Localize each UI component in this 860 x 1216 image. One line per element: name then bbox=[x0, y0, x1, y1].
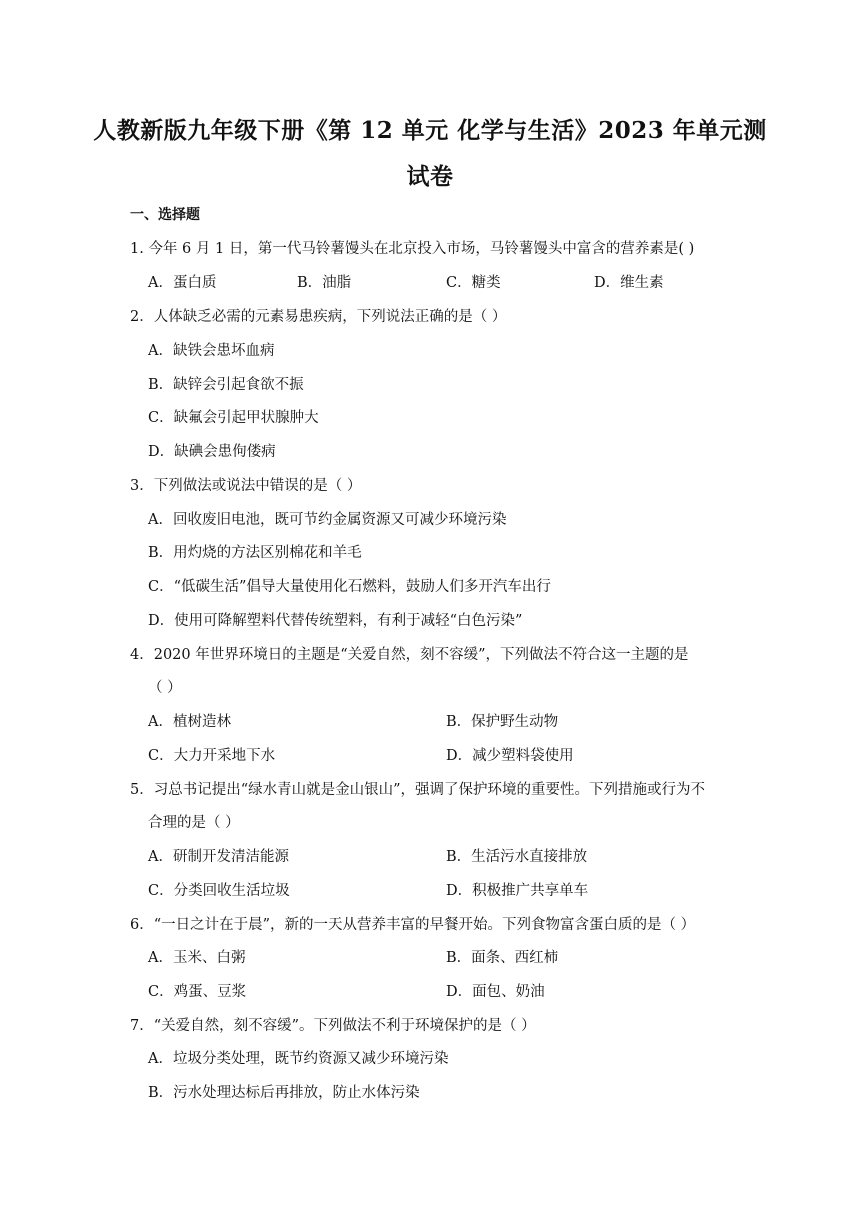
q5-option-d: D．积极推广共享单车 bbox=[446, 883, 589, 899]
q3-option-b: B．用灼烧的方法区别棉花和羊毛 bbox=[148, 545, 362, 561]
question-3-stem: 3．下列做法或说法中错误的是（ ） bbox=[130, 478, 362, 494]
question-2-stem: 2．人体缺乏必需的元素易患疾病，下列说法正确的是（ ） bbox=[130, 309, 507, 325]
section-heading: 一、选择题 bbox=[130, 207, 200, 223]
question-7-stem: 7．“关爱自然，刻不容缓”。下列做法不利于环境保护的是（ ） bbox=[130, 1018, 536, 1034]
q7-option-b: B．污水处理达标后再排放，防止水体污染 bbox=[148, 1085, 420, 1101]
q3-option-a: A．回收废旧电池，既可节约金属资源又可减少环境污染 bbox=[148, 512, 507, 528]
q2-option-c: C．缺氟会引起甲状腺肿大 bbox=[148, 410, 319, 426]
q3-option-c: C．“低碳生活”倡导大量使用化石燃料，鼓励人们多开汽车出行 bbox=[148, 579, 551, 595]
q1-option-c: C．糖类 bbox=[446, 275, 501, 291]
q4-option-a: A．植树造林 bbox=[148, 714, 231, 730]
q2-option-d: D．缺碘会患佝偻病 bbox=[148, 444, 276, 460]
question-1-stem: 1. 今年 6 月 1 日，第一代马铃薯馒头在北京投入市场，马铃薯馒头中富含的营养素是( ) bbox=[130, 241, 695, 257]
q6-option-c: C．鸡蛋、豆浆 bbox=[148, 984, 247, 1000]
q6-option-a: A．玉米、白粥 bbox=[148, 950, 246, 966]
q5-option-a: A．研制开发清洁能源 bbox=[148, 849, 289, 865]
question-6-stem: 6．“一日之计在于晨”，新的一天从营养丰富的早餐开始。下列食物富含蛋白质的是（ ） bbox=[130, 917, 696, 933]
q4-option-c: C．大力开采地下水 bbox=[148, 748, 276, 764]
q6-option-b: B．面条、西红柿 bbox=[446, 950, 559, 966]
question-4-stem: 4．2020 年世界环境日的主题是“关爱自然，刻不容缓”，下列做法不符合这一主题的是 bbox=[130, 647, 689, 663]
q2-option-a: A．缺铁会患坏血病 bbox=[148, 343, 275, 359]
q4-option-b: B．保护野生动物 bbox=[446, 714, 559, 730]
q2-option-b: B．缺锌会引起食欲不振 bbox=[148, 377, 304, 393]
q1-option-d: D．维生素 bbox=[594, 275, 664, 291]
question-5-stem: 5．习总书记提出“绿水青山就是金山银山”，强调了保护环境的重要性。下列措施或行为不 bbox=[130, 782, 706, 798]
q1-option-b: B．油脂 bbox=[297, 275, 352, 291]
q1-option-a: A．蛋白质 bbox=[148, 275, 217, 291]
exam-title-line2: 试卷 bbox=[406, 163, 454, 190]
q5-option-b: B．生活污水直接排放 bbox=[446, 849, 588, 865]
q4-option-d: D．减少塑料袋使用 bbox=[446, 748, 574, 764]
exam-title-line1: 人教新版九年级下册《第 12 单元 化学与生活》2023 年单元测 bbox=[93, 117, 767, 144]
q5-option-c: C．分类回收生活垃圾 bbox=[148, 883, 290, 899]
q6-option-d: D．面包、奶油 bbox=[446, 984, 545, 1000]
question-4-stem-cont: （ ） bbox=[148, 680, 182, 696]
question-5-stem-cont: 合理的是（ ） bbox=[148, 815, 240, 831]
q7-option-a: A．垃圾分类处理，既节约资源又减少环境污染 bbox=[148, 1051, 449, 1067]
q3-option-d: D．使用可降解塑料代替传统塑料，有利于减轻“白色污染” bbox=[148, 613, 523, 629]
